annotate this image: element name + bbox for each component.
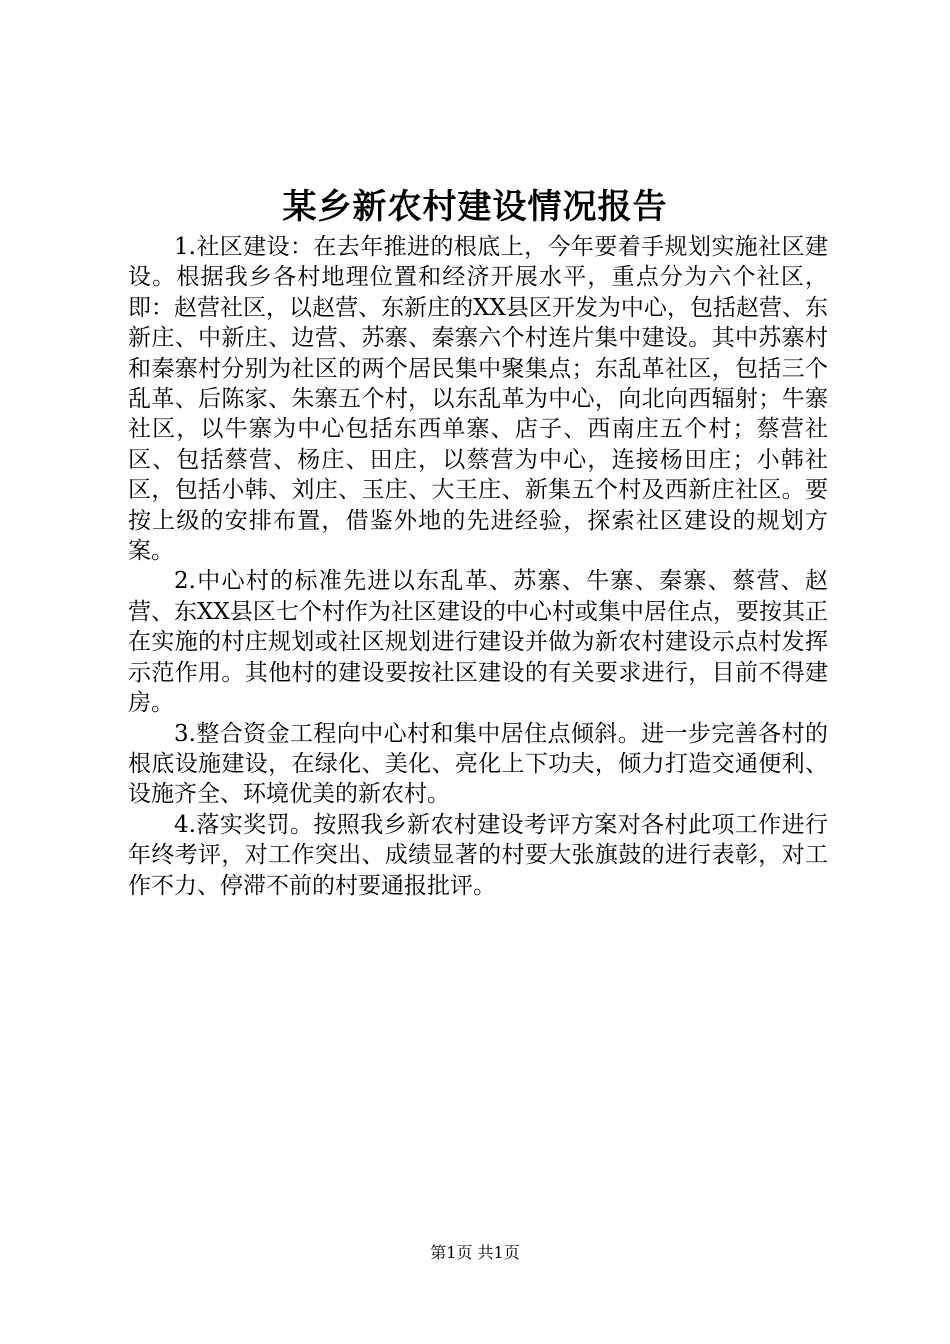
page-footer: 第1页 共1页 [430, 1243, 520, 1262]
paragraph-fund-integration: 3.整合资金工程向中心村和集中居住点倾斜。进一步完善各村的根底设施建设，在绿化、美化、亮化上下功夫，倾力打造交通便利、设施齐全、环境优美的新农村。 [128, 720, 828, 808]
document-title: 某乡新农村建设情况报告 [282, 187, 668, 227]
paragraph-community-construction: 1.社区建设：在去年推进的根底上，今年要着手规划实施社区建设。根据我乡各村地理位置和经济开展水平，重点分为六个社区，即：赵营社区，以赵营、东新庄的XX县区开发为中心，包括赵营、东新庄、中新庄、边营、苏寨、秦寨六个村连片集中建设。其中苏寨村和秦寨村分别为社区的两个居民集中聚集点；东乱革社区，包括三个乱革、后陈家、朱寨五个村，以东乱革为中心，向北向西辐射；牛寨社区，以牛寨为中心包括东西单寨、店子、西南庄五个村；蔡营社区、包括蔡营、杨庄、田庄，以蔡营为中心，连接杨田庄；小韩社区，包括小韩、刘庄、玉庄、大王庄、新集五个村及西新庄社区。要按上级的安排布置，借鉴外地的先进经验，探索社区建设的规划方案。 [128, 234, 828, 565]
paragraph-rewards-penalties: 4.落实奖罚。按照我乡新农村建设考评方案对各村此项工作进行年终考评，对工作突出、成绩显著的村要大张旗鼓的进行表彰，对工作不力、停滞不前的村要通报批评。 [128, 811, 828, 899]
paragraph-central-village: 2.中心村的标准先进以东乱革、苏寨、牛寨、秦寨、蔡营、赵营、东XX县区七个村作为社区建设的中心村或集中居住点，要按其正在实施的村庄规划或社区规划进行建设并做为新农村建设示点村发挥示范作用。其他村的建设要按社区建设的有关要求进行，目前不得建房。 [128, 568, 828, 717]
document-body [128, 232, 828, 901]
